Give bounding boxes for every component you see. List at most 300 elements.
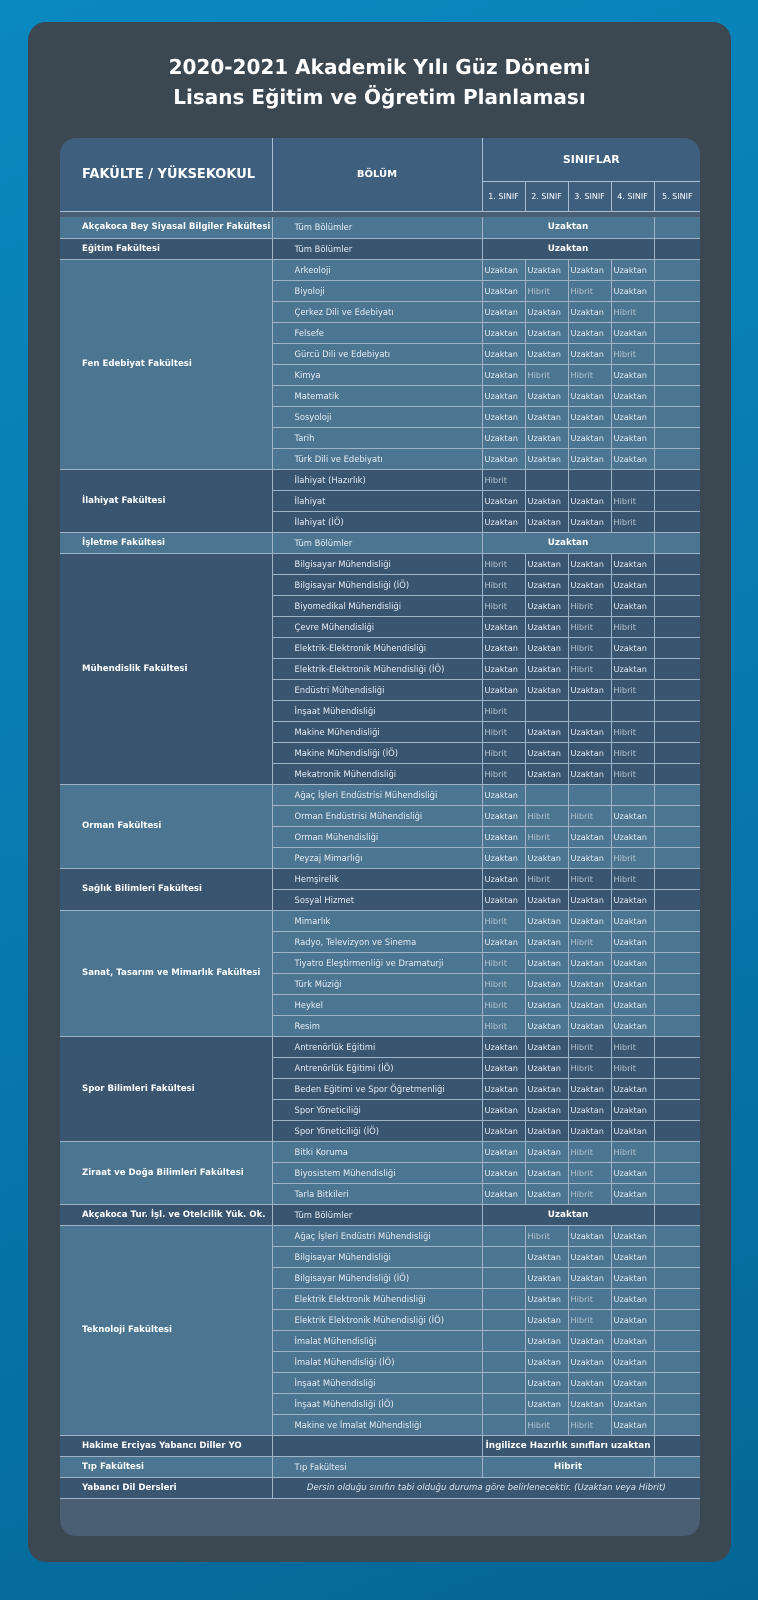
class-4-mode: Uzaktan xyxy=(611,826,654,847)
class-1-mode: Uzaktan xyxy=(482,1120,525,1141)
class-5-mode xyxy=(654,889,700,910)
class-1-mode: Uzaktan xyxy=(482,826,525,847)
class-3-mode: Hibrit xyxy=(568,658,611,679)
class-2-mode: Uzaktan xyxy=(525,1120,568,1141)
class-3-mode: Uzaktan xyxy=(568,1393,611,1414)
department-name: İlahiyat (Hazırlık) xyxy=(272,469,482,490)
class-5-cell xyxy=(654,1435,700,1456)
class-2-mode: Uzaktan xyxy=(525,742,568,763)
department-name: Hemşirelik xyxy=(272,868,482,889)
class-3-mode: Uzaktan xyxy=(568,301,611,322)
table-row xyxy=(60,1036,700,1057)
class-5-mode xyxy=(654,574,700,595)
faculty-name: Sanat, Tasarım ve Mimarlık Fakültesi xyxy=(60,910,272,1036)
class-2-mode: Hibrit xyxy=(525,364,568,385)
department-name: Tarla Bitkileri xyxy=(272,1183,482,1204)
class-5-mode xyxy=(654,742,700,763)
department-name: Türk Müziği xyxy=(272,973,482,994)
class-3-mode: Uzaktan xyxy=(568,889,611,910)
faculty-name: Akçakoca Bey Siyasal Bilgiler Fakültesi xyxy=(60,217,272,238)
mode-all-classes: Uzaktan xyxy=(482,532,654,553)
class-3-mode: Uzaktan xyxy=(568,973,611,994)
class-1-mode: Uzaktan xyxy=(482,385,525,406)
class-2-mode: Uzaktan xyxy=(525,385,568,406)
class-1-mode: Uzaktan xyxy=(482,868,525,889)
class-4-mode: Hibrit xyxy=(611,1036,654,1057)
class-5-mode xyxy=(654,1246,700,1267)
faculty-name: Spor Bilimleri Fakültesi xyxy=(60,1036,272,1141)
class-5-mode xyxy=(654,658,700,679)
class-1-mode xyxy=(482,1393,525,1414)
department-name: İmalat Mühendisliği xyxy=(272,1330,482,1351)
department-name: Spor Yöneticiliği (İÖ) xyxy=(272,1120,482,1141)
class-4-mode xyxy=(611,700,654,721)
department-name: Biyosistem Mühendisliği xyxy=(272,1162,482,1183)
table-row xyxy=(60,238,700,259)
class-4-mode: Hibrit xyxy=(611,679,654,700)
department-name: Matematik xyxy=(272,385,482,406)
table-row xyxy=(60,532,700,553)
class-2-mode: Hibrit xyxy=(525,1225,568,1246)
header-faculty: FAKÜLTE / YÜKSEKOKUL xyxy=(60,138,272,211)
class-5-mode xyxy=(654,700,700,721)
class-4-mode: Hibrit xyxy=(611,616,654,637)
class-2-mode: Uzaktan xyxy=(525,1372,568,1393)
class-4-mode: Uzaktan xyxy=(611,1414,654,1435)
class-2-mode xyxy=(525,784,568,805)
class-5-cell xyxy=(654,1456,700,1477)
class-1-mode: Uzaktan xyxy=(482,511,525,532)
table-row xyxy=(60,1456,700,1477)
class-4-mode: Hibrit xyxy=(611,490,654,511)
class-2-mode: Uzaktan xyxy=(525,1351,568,1372)
class-2-mode: Hibrit xyxy=(525,1414,568,1435)
class-2-mode: Uzaktan xyxy=(525,1141,568,1162)
class-3-mode: Uzaktan xyxy=(568,952,611,973)
class-1-mode: Uzaktan xyxy=(482,658,525,679)
class-4-mode: Hibrit xyxy=(611,511,654,532)
faculty-name: İlahiyat Fakültesi xyxy=(60,469,272,532)
class-3-mode: Hibrit xyxy=(568,1036,611,1057)
class-5-mode xyxy=(654,784,700,805)
class-5-cell xyxy=(654,238,700,259)
class-3-mode: Uzaktan xyxy=(568,994,611,1015)
class-4-mode xyxy=(611,469,654,490)
class-1-mode: Hibrit xyxy=(482,1015,525,1036)
class-5-mode xyxy=(654,1393,700,1414)
class-4-mode: Hibrit xyxy=(611,847,654,868)
class-2-mode: Uzaktan xyxy=(525,931,568,952)
class-2-mode: Uzaktan xyxy=(525,574,568,595)
table-row xyxy=(60,469,700,490)
class-3-mode: Uzaktan xyxy=(568,511,611,532)
class-5-mode xyxy=(654,931,700,952)
class-2-mode: Uzaktan xyxy=(525,322,568,343)
header-year-3: 3. SINIF xyxy=(568,181,611,211)
class-5-mode xyxy=(654,1225,700,1246)
department-name: Tarih xyxy=(272,427,482,448)
department-name: Tüm Bölümler xyxy=(272,1204,482,1225)
class-2-mode: Uzaktan xyxy=(525,679,568,700)
class-3-mode: Uzaktan xyxy=(568,1246,611,1267)
class-4-mode: Uzaktan xyxy=(611,280,654,301)
class-3-mode: Uzaktan xyxy=(568,679,611,700)
class-3-mode: Hibrit xyxy=(568,637,611,658)
department-name: Radyo, Televizyon ve Sinema xyxy=(272,931,482,952)
schedule-body xyxy=(60,217,700,1498)
class-5-mode xyxy=(654,343,700,364)
faculty-name: Tıp Fakültesi xyxy=(60,1456,272,1477)
class-1-mode: Hibrit xyxy=(482,721,525,742)
class-1-mode: Uzaktan xyxy=(482,847,525,868)
department-name: Felsefe xyxy=(272,322,482,343)
class-2-mode: Uzaktan xyxy=(525,763,568,784)
class-4-mode: Uzaktan xyxy=(611,1309,654,1330)
header-year-4: 4. SINIF xyxy=(611,181,654,211)
class-2-mode: Uzaktan xyxy=(525,406,568,427)
class-1-mode: Uzaktan xyxy=(482,637,525,658)
class-4-mode: Uzaktan xyxy=(611,406,654,427)
class-2-mode: Uzaktan xyxy=(525,1099,568,1120)
class-1-mode: Uzaktan xyxy=(482,427,525,448)
class-5-mode xyxy=(654,1015,700,1036)
class-1-mode xyxy=(482,1372,525,1393)
class-4-mode: Uzaktan xyxy=(611,1225,654,1246)
department-name: Elektrik Elektronik Mühendisliği xyxy=(272,1288,482,1309)
title-line-1: 2020-2021 Akademik Yılı Güz Dönemi xyxy=(168,55,591,79)
table-row xyxy=(60,1435,700,1456)
class-4-mode: Uzaktan xyxy=(611,1120,654,1141)
class-2-mode: Hibrit xyxy=(525,280,568,301)
class-3-mode xyxy=(568,469,611,490)
class-2-mode: Uzaktan xyxy=(525,490,568,511)
class-5-mode xyxy=(654,1351,700,1372)
class-1-mode xyxy=(482,1351,525,1372)
header-year-1: 1. SINIF xyxy=(482,181,525,211)
class-1-mode: Uzaktan xyxy=(482,301,525,322)
department-name: Sosyal Hizmet xyxy=(272,889,482,910)
class-3-mode: Hibrit xyxy=(568,1414,611,1435)
class-3-mode: Uzaktan xyxy=(568,553,611,574)
class-2-mode: Uzaktan xyxy=(525,259,568,280)
class-2-mode: Uzaktan xyxy=(525,952,568,973)
faculty-name: Ziraat ve Doğa Bilimleri Fakültesi xyxy=(60,1141,272,1204)
mode-all-classes: Hibrit xyxy=(482,1456,654,1477)
class-2-mode: Uzaktan xyxy=(525,721,568,742)
panel xyxy=(28,22,731,1562)
class-1-mode: Hibrit xyxy=(482,700,525,721)
class-3-mode: Uzaktan xyxy=(568,847,611,868)
faculty-note: Dersin olduğu sınıfın tabi olduğu duruma göre belirlenecektir. (Uzaktan veya Hibrit) xyxy=(272,1477,700,1498)
class-3-mode: Hibrit xyxy=(568,931,611,952)
class-2-mode xyxy=(525,469,568,490)
class-4-mode: Uzaktan xyxy=(611,994,654,1015)
table-row xyxy=(60,1477,700,1498)
class-5-mode xyxy=(654,973,700,994)
table-row xyxy=(60,784,700,805)
class-4-mode: Uzaktan xyxy=(611,1162,654,1183)
department-name: Biyomedikal Mühendisliği xyxy=(272,595,482,616)
mode-all-classes: Uzaktan xyxy=(482,217,654,238)
header-classes: SINIFLAR xyxy=(482,138,700,181)
department-name xyxy=(272,1435,482,1456)
class-1-mode: Hibrit xyxy=(482,469,525,490)
department-name: Elektrik-Elektronik Mühendisliği xyxy=(272,637,482,658)
class-3-mode: Uzaktan xyxy=(568,322,611,343)
class-4-mode: Uzaktan xyxy=(611,1372,654,1393)
class-1-mode: Uzaktan xyxy=(482,805,525,826)
class-1-mode: Uzaktan xyxy=(482,1078,525,1099)
class-5-mode xyxy=(654,1141,700,1162)
class-5-mode xyxy=(654,994,700,1015)
class-5-mode xyxy=(654,1309,700,1330)
class-5-mode xyxy=(654,637,700,658)
header-department: BÖLÜM xyxy=(272,138,482,211)
class-1-mode: Uzaktan xyxy=(482,259,525,280)
department-name: Makine Mühendisliği xyxy=(272,721,482,742)
page-title xyxy=(28,52,731,112)
class-3-mode: Uzaktan xyxy=(568,1225,611,1246)
department-name: Makine ve İmalat Mühendisliği xyxy=(272,1414,482,1435)
department-name: Ağaç İşleri Endüstri Mühendisliği xyxy=(272,1225,482,1246)
table-row xyxy=(60,1204,700,1225)
class-5-mode xyxy=(654,616,700,637)
department-name: Antrenörlük Eğitimi (İÖ) xyxy=(272,1057,482,1078)
class-1-mode xyxy=(482,1246,525,1267)
class-3-mode: Uzaktan xyxy=(568,490,611,511)
class-3-mode: Uzaktan xyxy=(568,1351,611,1372)
class-4-mode: Hibrit xyxy=(611,301,654,322)
class-3-mode: Uzaktan xyxy=(568,406,611,427)
class-5-mode xyxy=(654,490,700,511)
class-3-mode: Uzaktan xyxy=(568,742,611,763)
class-2-mode: Uzaktan xyxy=(525,1288,568,1309)
class-1-mode: Hibrit xyxy=(482,742,525,763)
class-4-mode: Uzaktan xyxy=(611,1246,654,1267)
table-row xyxy=(60,217,700,238)
class-2-mode: Uzaktan xyxy=(525,1330,568,1351)
department-name: Tüm Bölümler xyxy=(272,238,482,259)
class-1-mode: Hibrit xyxy=(482,763,525,784)
class-2-mode: Uzaktan xyxy=(525,301,568,322)
class-1-mode: Uzaktan xyxy=(482,1057,525,1078)
class-2-mode: Uzaktan xyxy=(525,847,568,868)
class-4-mode: Uzaktan xyxy=(611,1078,654,1099)
class-3-mode xyxy=(568,784,611,805)
class-4-mode: Uzaktan xyxy=(611,889,654,910)
class-1-mode: Uzaktan xyxy=(482,1141,525,1162)
class-3-mode: Uzaktan xyxy=(568,448,611,469)
department-name: Bilgisayar Mühendisliği xyxy=(272,553,482,574)
class-3-mode: Uzaktan xyxy=(568,763,611,784)
class-2-mode: Uzaktan xyxy=(525,553,568,574)
class-5-mode xyxy=(654,1099,700,1120)
class-3-mode: Uzaktan xyxy=(568,343,611,364)
class-5-mode xyxy=(654,301,700,322)
department-name: Sosyoloji xyxy=(272,406,482,427)
class-4-mode: Uzaktan xyxy=(611,448,654,469)
department-name: İmalat Mühendisliği (İÖ) xyxy=(272,1351,482,1372)
class-4-mode: Uzaktan xyxy=(611,1183,654,1204)
department-name: Ağaç İşleri Endüstrisi Mühendisliği xyxy=(272,784,482,805)
class-1-mode: Hibrit xyxy=(482,553,525,574)
class-3-mode: Hibrit xyxy=(568,1057,611,1078)
table-row xyxy=(60,868,700,889)
department-name: Tüm Bölümler xyxy=(272,217,482,238)
class-4-mode: Uzaktan xyxy=(611,805,654,826)
department-name: Mimarlık xyxy=(272,910,482,931)
class-1-mode: Uzaktan xyxy=(482,490,525,511)
class-4-mode: Uzaktan xyxy=(611,553,654,574)
class-3-mode: Hibrit xyxy=(568,1141,611,1162)
class-3-mode: Hibrit xyxy=(568,1183,611,1204)
class-5-mode xyxy=(654,1036,700,1057)
class-4-mode: Hibrit xyxy=(611,721,654,742)
class-2-mode: Uzaktan xyxy=(525,658,568,679)
mode-all-classes: İngilizce Hazırlık sınıfları uzaktan xyxy=(482,1435,654,1456)
class-4-mode: Uzaktan xyxy=(611,1393,654,1414)
class-4-mode: Hibrit xyxy=(611,1141,654,1162)
department-name: Elektrik Elektronik Mühendisliği (İÖ) xyxy=(272,1309,482,1330)
class-3-mode: Uzaktan xyxy=(568,1330,611,1351)
class-1-mode: Hibrit xyxy=(482,952,525,973)
department-name: Endüstri Mühendisliği xyxy=(272,679,482,700)
department-name: Antrenörlük Eğitimi xyxy=(272,1036,482,1057)
department-name: Orman Endüstrisi Mühendisliği xyxy=(272,805,482,826)
schedule-card xyxy=(60,138,700,1536)
department-name: Tiyatro Eleştirmenliği ve Dramaturji xyxy=(272,952,482,973)
class-5-mode xyxy=(654,952,700,973)
class-3-mode: Hibrit xyxy=(568,868,611,889)
class-2-mode: Uzaktan xyxy=(525,889,568,910)
department-name: Bilgisayar Mühendisliği (İÖ) xyxy=(272,574,482,595)
department-name: Tıp Fakültesi xyxy=(272,1456,482,1477)
class-5-mode xyxy=(654,385,700,406)
class-4-mode: Uzaktan xyxy=(611,385,654,406)
class-5-mode xyxy=(654,1414,700,1435)
class-1-mode: Uzaktan xyxy=(482,1036,525,1057)
class-1-mode xyxy=(482,1309,525,1330)
header-year-5: 5. SINIF xyxy=(654,181,700,211)
class-2-mode: Uzaktan xyxy=(525,448,568,469)
department-name: Çevre Mühendisliği xyxy=(272,616,482,637)
class-5-mode xyxy=(654,427,700,448)
department-name: Biyoloji xyxy=(272,280,482,301)
class-1-mode: Uzaktan xyxy=(482,1162,525,1183)
class-3-mode: Uzaktan xyxy=(568,910,611,931)
class-1-mode: Uzaktan xyxy=(482,280,525,301)
class-3-mode: Uzaktan xyxy=(568,1015,611,1036)
faculty-name: Eğitim Fakültesi xyxy=(60,238,272,259)
class-1-mode: Uzaktan xyxy=(482,1183,525,1204)
department-name: Orman Mühendisliği xyxy=(272,826,482,847)
class-2-mode: Uzaktan xyxy=(525,1393,568,1414)
department-name: Mekatronik Mühendisliği xyxy=(272,763,482,784)
faculty-name: Yabancı Dil Dersleri xyxy=(60,1477,272,1498)
department-name: İnşaat Mühendisliği xyxy=(272,700,482,721)
class-2-mode: Hibrit xyxy=(525,826,568,847)
class-5-mode xyxy=(654,1372,700,1393)
class-4-mode: Uzaktan xyxy=(611,910,654,931)
class-3-mode xyxy=(568,700,611,721)
class-4-mode: Uzaktan xyxy=(611,658,654,679)
class-3-mode: Uzaktan xyxy=(568,826,611,847)
class-4-mode: Hibrit xyxy=(611,868,654,889)
class-3-mode: Hibrit xyxy=(568,616,611,637)
department-name: Gürcü Dili ve Edebiyatı xyxy=(272,343,482,364)
class-4-mode: Uzaktan xyxy=(611,637,654,658)
class-2-mode: Uzaktan xyxy=(525,1246,568,1267)
class-1-mode: Uzaktan xyxy=(482,931,525,952)
department-name: İlahiyat (İÖ) xyxy=(272,511,482,532)
class-3-mode: Uzaktan xyxy=(568,1372,611,1393)
class-5-mode xyxy=(654,847,700,868)
class-2-mode: Uzaktan xyxy=(525,994,568,1015)
class-5-mode xyxy=(654,406,700,427)
class-3-mode: Hibrit xyxy=(568,1162,611,1183)
class-1-mode: Hibrit xyxy=(482,994,525,1015)
department-name: Türk Dili ve Edebiyatı xyxy=(272,448,482,469)
class-5-mode xyxy=(654,679,700,700)
schedule-table xyxy=(60,138,700,1499)
class-4-mode: Uzaktan xyxy=(611,931,654,952)
class-1-mode xyxy=(482,1288,525,1309)
class-3-mode: Hibrit xyxy=(568,1309,611,1330)
faculty-name: Orman Fakültesi xyxy=(60,784,272,868)
class-1-mode xyxy=(482,1414,525,1435)
table-row xyxy=(60,1141,700,1162)
class-4-mode: Hibrit xyxy=(611,742,654,763)
class-4-mode: Uzaktan xyxy=(611,973,654,994)
class-4-mode: Uzaktan xyxy=(611,1267,654,1288)
class-5-mode xyxy=(654,721,700,742)
department-name: Makine Mühendisliği (İÖ) xyxy=(272,742,482,763)
class-4-mode: Uzaktan xyxy=(611,364,654,385)
class-1-mode: Uzaktan xyxy=(482,889,525,910)
class-5-mode xyxy=(654,1288,700,1309)
class-2-mode: Uzaktan xyxy=(525,1162,568,1183)
class-5-mode xyxy=(654,280,700,301)
table-row xyxy=(60,259,700,280)
mode-all-classes: Uzaktan xyxy=(482,238,654,259)
class-3-mode: Uzaktan xyxy=(568,1267,611,1288)
class-5-mode xyxy=(654,1120,700,1141)
class-1-mode: Uzaktan xyxy=(482,406,525,427)
class-1-mode: Hibrit xyxy=(482,973,525,994)
mode-all-classes: Uzaktan xyxy=(482,1204,654,1225)
class-1-mode: Uzaktan xyxy=(482,448,525,469)
class-5-mode xyxy=(654,910,700,931)
class-1-mode: Uzaktan xyxy=(482,1099,525,1120)
class-4-mode: Uzaktan xyxy=(611,952,654,973)
department-name: İnşaat Mühendisliği (İÖ) xyxy=(272,1393,482,1414)
department-name: Elektrik-Elektronik Mühendisliği (İÖ) xyxy=(272,658,482,679)
class-5-mode xyxy=(654,1183,700,1204)
class-2-mode: Hibrit xyxy=(525,868,568,889)
class-2-mode: Uzaktan xyxy=(525,1015,568,1036)
department-name: Beden Eğitimi ve Spor Öğretmenliği xyxy=(272,1078,482,1099)
class-1-mode: Uzaktan xyxy=(482,343,525,364)
class-3-mode: Hibrit xyxy=(568,595,611,616)
class-4-mode: Uzaktan xyxy=(611,427,654,448)
faculty-name: Fen Edebiyat Fakültesi xyxy=(60,259,272,469)
faculty-name: Akçakoca Tur. İşl. ve Otelcilik Yük. Ok. xyxy=(60,1204,272,1225)
class-3-mode: Uzaktan xyxy=(568,1120,611,1141)
department-name: İlahiyat xyxy=(272,490,482,511)
class-4-mode: Hibrit xyxy=(611,763,654,784)
class-4-mode: Uzaktan xyxy=(611,1288,654,1309)
class-1-mode xyxy=(482,1225,525,1246)
